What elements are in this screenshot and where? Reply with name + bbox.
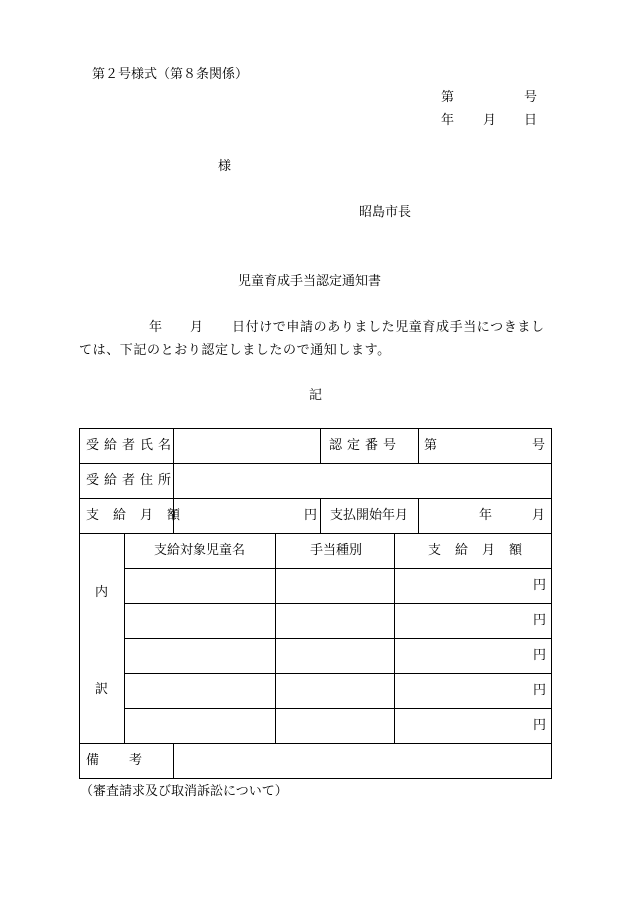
document-title: 児童育成手当認定通知書 <box>238 274 382 289</box>
recipient-name-label: 受給者氏名 <box>86 438 177 453</box>
table-row-yen: 円 <box>533 648 547 663</box>
issuer: 昭島市長 <box>359 205 412 220</box>
document-number-suffix: 号 <box>524 90 538 105</box>
cert-number-label: 認定番号 <box>329 438 402 453</box>
date-month: 月 <box>483 113 497 128</box>
body-line1: 日付けで申請のありました児童育成手当につきまし <box>232 320 545 335</box>
table-row-yen: 円 <box>533 578 547 593</box>
body-line2: ては、下記のとおり認定しましたので通知します。 <box>79 343 391 358</box>
ki-heading: 記 <box>309 388 323 403</box>
payment-start-year: 年 <box>479 508 493 523</box>
col-monthly-amount: 支給月額 <box>428 543 537 558</box>
cert-number-prefix: 第 <box>424 438 438 453</box>
monthly-amount-label: 支給月額 <box>86 508 195 523</box>
payment-start-month: 月 <box>532 508 546 523</box>
footer-note: （審査請求及び取消訴訟について） <box>80 784 288 799</box>
date-day: 日 <box>524 113 538 128</box>
table-row-yen: 円 <box>533 718 547 733</box>
monthly-amount-yen: 円 <box>304 508 318 523</box>
table-row-yen: 円 <box>533 613 547 628</box>
payment-start-label: 支払開始年月 <box>330 508 409 523</box>
body-year: 年 <box>149 320 163 335</box>
breakdown-label-top: 内 <box>95 585 109 600</box>
remarks-label: 備考 <box>86 753 173 768</box>
table-row-yen: 円 <box>533 683 547 698</box>
form-number: 第２号様式（第８条関係） <box>92 67 249 82</box>
addressee-honorific: 様 <box>218 159 232 174</box>
body-month: 月 <box>190 320 204 335</box>
breakdown-label-bottom: 訳 <box>95 682 109 697</box>
col-allowance-type: 手当種別 <box>310 543 363 558</box>
recipient-address-label: 受給者住所 <box>86 473 177 488</box>
col-child-name: 支給対象児童名 <box>154 543 246 558</box>
date-year: 年 <box>441 113 455 128</box>
document-number-prefix: 第 <box>441 90 455 105</box>
cert-number-suffix: 号 <box>532 438 546 453</box>
